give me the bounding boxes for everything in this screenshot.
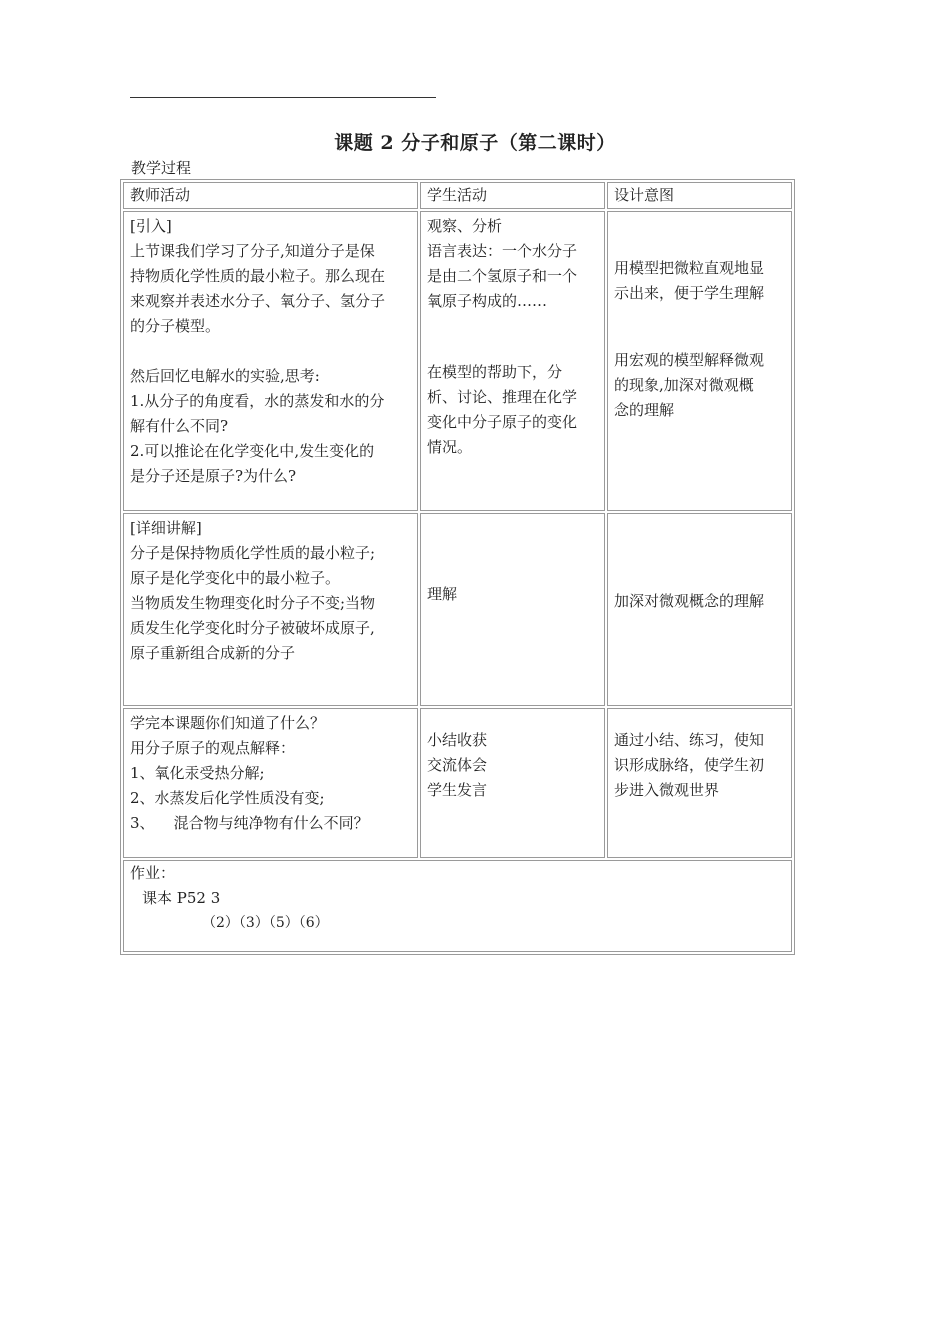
design-intent-cell: [607, 211, 792, 511]
text-line: 的分子模型。: [130, 317, 221, 335]
col-header-design: 设计意图: [607, 182, 792, 209]
text-line: 学生发言: [427, 781, 488, 799]
design-intent-cell: [607, 708, 792, 858]
text-line: 通过小结、练习，使知: [614, 731, 765, 749]
text-line: 是由二个氢原子和一个: [427, 267, 578, 285]
text-line: 解有什么不同?: [130, 417, 229, 435]
text-line: 2、水蒸发后化学性质没有变;: [130, 789, 325, 807]
text-line: 的现象,加深对微观概: [614, 376, 754, 394]
text-line: 用模型把微粒直观地显: [614, 259, 765, 277]
top-rule: [130, 97, 436, 98]
table-header-row: [123, 182, 792, 209]
text-line: 加深对微观概念的理解: [614, 592, 765, 610]
text-line: 小结收获: [427, 731, 488, 749]
text-line: 1、氧化汞受热分解;: [130, 764, 265, 782]
text-line: 上节课我们学习了分子,知道分子是保: [130, 242, 375, 260]
homework-cell: [123, 860, 792, 952]
text-line: 1.从分子的角度看，水的蒸发和水的分: [130, 392, 385, 410]
text-line: 原子是化学变化中的最小粒子。: [130, 569, 341, 587]
text-line: 观察、分析: [427, 217, 503, 235]
text-line: 在模型的帮助下，分: [427, 363, 563, 381]
table-row: [123, 708, 792, 858]
teacher-activity-cell: [123, 211, 418, 511]
student-activity-cell: [420, 513, 605, 706]
teacher-activity-cell: [123, 513, 418, 706]
text-line: 分子是保持物质化学性质的最小粒子;: [130, 544, 376, 562]
text-line: 理解: [427, 585, 458, 603]
col-header-teacher: 教师活动: [123, 182, 418, 209]
homework-row: [123, 860, 792, 952]
homework-line: 课本 P52 3: [142, 889, 221, 907]
text-line: 然后回忆电解水的实验,思考:: [130, 367, 320, 385]
text-line: 学完本课题你们知道了什么？: [130, 714, 326, 732]
section-label: 教学过程: [131, 159, 192, 177]
text-line: 3、 混合物与纯净物有什么不同？: [130, 814, 369, 832]
text-line: 是分子还是原子?为什么?: [130, 467, 297, 485]
text-line: 当物质发生物理变化时分子不变;当物: [130, 594, 376, 612]
student-activity-cell: [420, 708, 605, 858]
text-line: 2.可以推论在化学变化中,发生变化的: [130, 442, 375, 460]
homework-label: 作业：: [130, 864, 176, 882]
col-header-student: 学生活动: [420, 182, 605, 209]
student-activity-cell: [420, 211, 605, 511]
teacher-activity-cell: [123, 708, 418, 858]
text-line: 来观察并表述水分子、氧分子、氢分子: [130, 292, 386, 310]
section-tag: [详细讲解]: [130, 519, 202, 537]
text-line: 识形成脉络，使学生初: [614, 756, 765, 774]
text-line: 用宏观的模型解释微观: [614, 351, 765, 369]
text-line: 氧原子构成的……: [427, 292, 548, 310]
table-row: [123, 513, 792, 706]
text-line: 析、讨论、推理在化学: [427, 388, 578, 406]
section-tag: [引入]: [130, 217, 172, 235]
text-line: 原子重新组合成新的分子: [130, 644, 296, 662]
text-line: 持物质化学性质的最小粒子。那么现在: [130, 267, 386, 285]
text-line: 念的理解: [614, 401, 675, 419]
text-line: 用分子原子的观点解释：: [130, 739, 296, 757]
design-intent-cell: [607, 513, 792, 706]
text-line: 交流体会: [427, 756, 488, 774]
text-line: 示出来，便于学生理解: [614, 284, 765, 302]
page-title: 课题 2 分子和原子（第二课时）: [334, 132, 616, 154]
homework-line: （2）（3）（5）（6）: [202, 915, 329, 931]
lesson-table: [120, 179, 795, 955]
text-line: 质发生化学变化时分子被破坏成原子,: [130, 619, 375, 637]
text-line: 情况。: [427, 438, 473, 456]
table-row: [123, 211, 792, 511]
text-line: 语言表达：一个水分子: [427, 242, 578, 260]
text-line: 变化中分子原子的变化: [427, 413, 578, 431]
text-line: 步进入微观世界: [614, 781, 720, 799]
